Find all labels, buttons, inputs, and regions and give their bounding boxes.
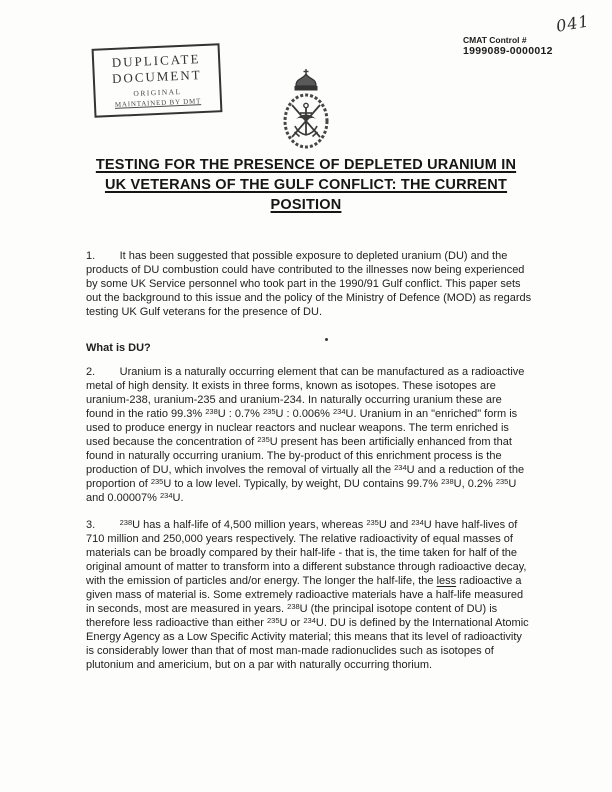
- stamp-line-maintained: MAINTAINED BY DMT: [114, 97, 202, 109]
- stamp-line-document: DOCUMENT: [111, 67, 202, 86]
- cmat-control-label: CMAT Control #: [463, 35, 527, 45]
- document-title-line-1: TESTING FOR THE PRESENCE OF DEPLETED URANIUM IN: [95, 157, 517, 173]
- cmat-control-block: [463, 35, 553, 57]
- section-heading-what-is-du: What is DU?: [86, 342, 151, 354]
- stamp-line-original: ORIGINAL: [133, 86, 182, 99]
- document-title-line-2: UK VETERANS OF THE GULF CONFLICT: THE CURRENT: [104, 177, 508, 193]
- duplicate-document-stamp: [92, 43, 223, 118]
- royal-crest-icon: [274, 68, 338, 152]
- handwritten-mark: 041: [555, 11, 592, 36]
- cmat-control-number: 1999089-0000012: [463, 45, 553, 57]
- paragraph-2: 2. Uranium is a naturally occurring element that can be manufactured as a radioactive metal of high density. It exists in three forms, known as isotopes. These isotopes are uranium-238, uranium-235 and uranium-234. In naturally occurring uranium these are found in the ratio 99.3% $^{238}$U : 0.7% $^{235}$U : 0.006% $^{234}$U. Uranium in an "enriched" form is used to produce energy in nuclear reactors and nuclear weapons. The term enriched is used because the concentration of $^{235}$U present has been artificially enhanced from that found in naturally occurring uranium. The by-product of this enrichment process is the production of DU, which involves the removal of virtually all the $^{234}$U and a reduction of the proportion of $^{235}$U to a low level. Typically, by weight, DU contains 99.7% $^{238}$U, 0.2% $^{235}$U and 0.00007% $^{234}$U.: [86, 366, 525, 504]
- document-body: [86, 249, 532, 672]
- stamp-line-duplicate: DUPLICATE: [111, 51, 201, 70]
- paragraph-1: 1. It has been suggested that possible exposure to depleted uranium (DU) and the products of DU combustion could have contributed to the illnesses now being experienced by some UK Service personnel who took part in the 1990/91 Gulf conflict. This paper sets out the background to this issue and the policy of the Ministry of Defence (MOD) as regards testing UK Gulf veterans for the presence of DU.: [86, 250, 532, 318]
- document-title: [45, 155, 567, 215]
- document-title-line-3: POSITION: [270, 197, 342, 213]
- paragraph-3: 3. $^{238}$U has a half-life of 4,500 million years, whereas $^{235}$U and $^{234}$U have half-lives of 710 million and 250,000 years respectively. The relative radioactivity of equal masses of materials can be broadly compared by their half-life - that is, the time taken for half of the original amount of matter to transform into a different substance through radioactive decay, with the emission of particles and/or energy. The longer the half-life, the less radioactive a given mass of material is. Some extremely radioactive materials have a half-life measured in seconds, most are measured in years. $^{238}$U (the principal isotope content of DU) is therefore less radioactive than either $^{235}$U or $^{234}$U. DU is defined by the International Atomic Energy Agency as a Low Specific Activity material; this means that its level of radioactivity is considerably lower than that of most man-made radionuclides such as isotopes of plutonium and americium, but on a par with naturally occurring thorium.: [86, 517, 529, 671]
